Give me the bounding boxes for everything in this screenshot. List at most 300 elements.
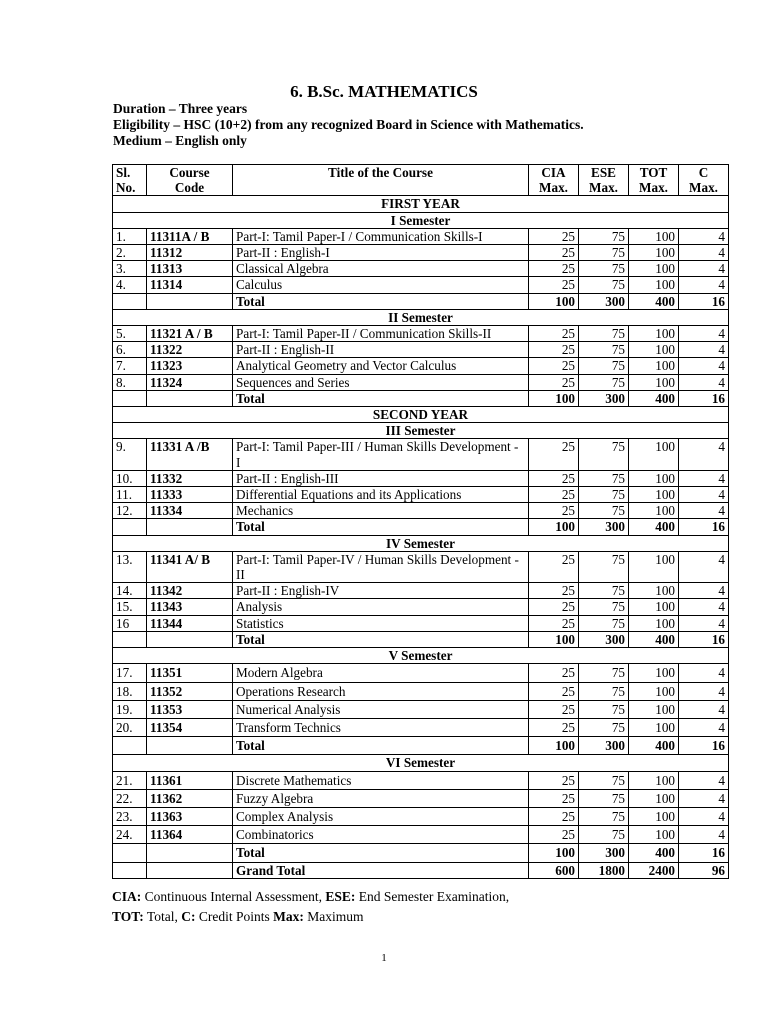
legend-ese-text: End Semester Examination, <box>355 889 510 904</box>
table-row <box>113 228 729 244</box>
cell-cia: 25 <box>529 470 579 486</box>
cell-cia: 25 <box>529 358 579 374</box>
cell-grand-total-label: Grand Total <box>233 862 529 878</box>
program-meta <box>113 101 584 149</box>
cell-c: 4 <box>679 700 729 718</box>
cell-total-c: 16 <box>679 844 729 862</box>
cell-grand-total-c: 96 <box>679 862 729 878</box>
total-row <box>113 293 729 309</box>
cell-total-tot: 400 <box>629 844 679 862</box>
cell-sl: 6. <box>113 342 147 358</box>
legend-tot-text: Total, <box>143 909 182 924</box>
legend-footer <box>112 887 509 927</box>
cell-tot: 100 <box>629 245 679 261</box>
cell-code: 11363 <box>147 807 233 825</box>
table-row <box>113 599 729 615</box>
cell-cia: 25 <box>529 503 579 519</box>
cell-code: 11341 A/ B <box>147 551 233 582</box>
table-row <box>113 374 729 390</box>
cell-sl: 7. <box>113 358 147 374</box>
total-row <box>113 631 729 647</box>
cell-sl: 14. <box>113 583 147 599</box>
semester-heading: II Semester <box>113 309 729 325</box>
cell-ese: 75 <box>579 551 629 582</box>
cell-sl: 12. <box>113 503 147 519</box>
header-sl-line1: Sl. <box>116 165 131 180</box>
header-code-line2: Code <box>174 180 205 196</box>
cell-c: 4 <box>679 228 729 244</box>
table-row <box>113 503 729 519</box>
cell-c: 4 <box>679 374 729 390</box>
semester-heading: III Semester <box>113 423 729 439</box>
cell-cia: 25 <box>529 664 579 682</box>
legend-line-1 <box>112 887 509 907</box>
cell-tot: 100 <box>629 807 679 825</box>
table-row <box>113 439 729 470</box>
cell-c: 4 <box>679 245 729 261</box>
cell-ese: 75 <box>579 664 629 682</box>
cell-title: Part-II : English-I <box>233 245 529 261</box>
header-code-line1: Course <box>169 165 210 180</box>
cell-c: 4 <box>679 470 729 486</box>
cell-title: Part-I: Tamil Paper-IV / Human Skills Development - II <box>233 551 529 582</box>
cell-tot: 100 <box>629 789 679 807</box>
total-row <box>113 519 729 535</box>
cell-title: Part-I: Tamil Paper-I / Communication Skills-I <box>233 228 529 244</box>
table-row <box>113 487 729 503</box>
cell-cia: 25 <box>529 374 579 390</box>
cell-code-empty <box>147 390 233 406</box>
cell-code: 11343 <box>147 599 233 615</box>
cell-code: 11331 A /B <box>147 439 233 470</box>
cell-ese: 75 <box>579 374 629 390</box>
cell-title: Numerical Analysis <box>233 700 529 718</box>
cell-total-ese: 300 <box>579 737 629 755</box>
cell-code: 11353 <box>147 700 233 718</box>
cell-total-ese: 300 <box>579 844 629 862</box>
cell-ese: 75 <box>579 789 629 807</box>
cell-ese: 75 <box>579 826 629 844</box>
cell-title: Sequences and Series <box>233 374 529 390</box>
medium-line: Medium – English only <box>113 133 247 148</box>
table-row <box>113 551 729 582</box>
cell-title: Modern Algebra <box>233 664 529 682</box>
cell-title: Combinatorics <box>233 826 529 844</box>
cell-tot: 100 <box>629 503 679 519</box>
cell-total-label: Total <box>233 844 529 862</box>
cell-sl: 13. <box>113 551 147 582</box>
header-ese-line2: Max. <box>589 180 618 196</box>
cell-code: 11361 <box>147 771 233 789</box>
cell-ese: 75 <box>579 358 629 374</box>
cell-code: 11354 <box>147 718 233 736</box>
table-row <box>113 700 729 718</box>
cell-ese: 75 <box>579 487 629 503</box>
cell-c: 4 <box>679 807 729 825</box>
cell-sl: 8. <box>113 374 147 390</box>
cell-cia: 25 <box>529 718 579 736</box>
cell-sl-empty <box>113 862 147 878</box>
cell-c: 4 <box>679 583 729 599</box>
header-ese <box>579 165 629 196</box>
cell-sl: 10. <box>113 470 147 486</box>
cell-tot: 100 <box>629 374 679 390</box>
cell-title: Statistics <box>233 615 529 631</box>
cell-title: Part-II : English-IV <box>233 583 529 599</box>
cell-cia: 25 <box>529 807 579 825</box>
cell-cia: 25 <box>529 326 579 342</box>
header-sl-line2: No. <box>116 180 136 196</box>
cell-c: 4 <box>679 277 729 293</box>
cell-cia: 25 <box>529 228 579 244</box>
cell-code: 11324 <box>147 374 233 390</box>
cell-ese: 75 <box>579 700 629 718</box>
cell-code-empty <box>147 844 233 862</box>
cell-cia: 25 <box>529 487 579 503</box>
legend-max-abbr: Max: <box>273 909 304 924</box>
table-row <box>113 277 729 293</box>
cell-sl: 3. <box>113 261 147 277</box>
table-row <box>113 326 729 342</box>
semester-heading-row <box>113 212 729 228</box>
legend-ese-abbr: ESE: <box>325 889 356 904</box>
cell-total-cia: 100 <box>529 293 579 309</box>
cell-cia: 25 <box>529 342 579 358</box>
cell-cia: 25 <box>529 439 579 470</box>
cell-total-ese: 300 <box>579 293 629 309</box>
cell-sl-empty <box>113 390 147 406</box>
header-cia <box>529 165 579 196</box>
cell-sl-empty <box>113 293 147 309</box>
cell-tot: 100 <box>629 771 679 789</box>
cell-sl: 5. <box>113 326 147 342</box>
table-row <box>113 342 729 358</box>
cell-tot: 100 <box>629 682 679 700</box>
cell-total-c: 16 <box>679 631 729 647</box>
cell-tot: 100 <box>629 358 679 374</box>
cell-title: Analysis <box>233 599 529 615</box>
cell-ese: 75 <box>579 245 629 261</box>
cell-tot: 100 <box>629 326 679 342</box>
header-c <box>679 165 729 196</box>
cell-c: 4 <box>679 551 729 582</box>
header-tot <box>629 165 679 196</box>
cell-code: 11344 <box>147 615 233 631</box>
cell-title: Discrete Mathematics <box>233 771 529 789</box>
cell-tot: 100 <box>629 439 679 470</box>
cell-tot: 100 <box>629 700 679 718</box>
table-row <box>113 358 729 374</box>
header-tot-line1: TOT <box>639 165 668 180</box>
cell-tot: 100 <box>629 664 679 682</box>
cell-title: Mechanics <box>233 503 529 519</box>
total-row <box>113 844 729 862</box>
semester-heading: VI Semester <box>113 755 729 771</box>
semester-heading: IV Semester <box>113 535 729 551</box>
cell-total-cia: 100 <box>529 390 579 406</box>
cell-c: 4 <box>679 503 729 519</box>
cell-cia: 25 <box>529 277 579 293</box>
cell-code-empty <box>147 862 233 878</box>
cell-code: 11351 <box>147 664 233 682</box>
cell-code: 11314 <box>147 277 233 293</box>
cell-ese: 75 <box>579 439 629 470</box>
cell-title: Calculus <box>233 277 529 293</box>
header-c-line2: Max. <box>689 180 718 196</box>
cell-ese: 75 <box>579 326 629 342</box>
semester-heading-row <box>113 423 729 439</box>
table-row <box>113 470 729 486</box>
cell-ese: 75 <box>579 503 629 519</box>
cell-tot: 100 <box>629 228 679 244</box>
cell-ese: 75 <box>579 682 629 700</box>
cell-code: 11334 <box>147 503 233 519</box>
cell-c: 4 <box>679 261 729 277</box>
cell-sl: 17. <box>113 664 147 682</box>
semester-heading-row <box>113 535 729 551</box>
table-row <box>113 718 729 736</box>
cell-cia: 25 <box>529 826 579 844</box>
table-row <box>113 583 729 599</box>
cell-code: 11322 <box>147 342 233 358</box>
cell-code: 11323 <box>147 358 233 374</box>
cell-tot: 100 <box>629 826 679 844</box>
total-row <box>113 737 729 755</box>
cell-ese: 75 <box>579 228 629 244</box>
header-c-line1: C <box>698 165 709 180</box>
semester-heading: V Semester <box>113 648 729 664</box>
header-code <box>147 165 233 196</box>
table-row <box>113 245 729 261</box>
legend-cia-abbr: CIA: <box>112 889 142 904</box>
semester-heading-row <box>113 309 729 325</box>
cell-grand-total-cia: 600 <box>529 862 579 878</box>
cell-title: Classical Algebra <box>233 261 529 277</box>
cell-c: 4 <box>679 826 729 844</box>
cell-c: 4 <box>679 615 729 631</box>
legend-c-abbr: C: <box>181 909 196 924</box>
cell-total-label: Total <box>233 390 529 406</box>
cell-cia: 25 <box>529 599 579 615</box>
header-sl <box>113 165 147 196</box>
cell-c: 4 <box>679 342 729 358</box>
legend-cia-text: Continuous Internal Assessment, <box>141 889 326 904</box>
cell-sl-empty <box>113 737 147 755</box>
cell-ese: 75 <box>579 261 629 277</box>
cell-tot: 100 <box>629 487 679 503</box>
cell-sl: 23. <box>113 807 147 825</box>
cell-title: Operations Research <box>233 682 529 700</box>
cell-code: 11312 <box>147 245 233 261</box>
cell-ese: 75 <box>579 277 629 293</box>
table-row <box>113 615 729 631</box>
cell-cia: 25 <box>529 261 579 277</box>
cell-total-c: 16 <box>679 293 729 309</box>
cell-ese: 75 <box>579 470 629 486</box>
cell-code: 11313 <box>147 261 233 277</box>
cell-cia: 25 <box>529 245 579 261</box>
table-body <box>113 196 729 878</box>
cell-ese: 75 <box>579 807 629 825</box>
cell-c: 4 <box>679 358 729 374</box>
cell-total-tot: 400 <box>629 631 679 647</box>
table-row <box>113 789 729 807</box>
table-row <box>113 826 729 844</box>
cell-code: 11332 <box>147 470 233 486</box>
cell-cia: 25 <box>529 583 579 599</box>
cell-sl: 4. <box>113 277 147 293</box>
header-cia-line2: Max. <box>539 180 568 196</box>
cell-c: 4 <box>679 789 729 807</box>
cell-code-empty <box>147 737 233 755</box>
cell-total-tot: 400 <box>629 737 679 755</box>
cell-code: 11311A / B <box>147 228 233 244</box>
header-ese-line1: ESE <box>591 165 616 180</box>
cell-code-empty <box>147 519 233 535</box>
cell-total-c: 16 <box>679 390 729 406</box>
cell-total-tot: 400 <box>629 293 679 309</box>
cell-title: Part-II : English-III <box>233 470 529 486</box>
cell-total-cia: 100 <box>529 519 579 535</box>
table-row <box>113 807 729 825</box>
cell-c: 4 <box>679 487 729 503</box>
cell-sl: 19. <box>113 700 147 718</box>
cell-code: 11364 <box>147 826 233 844</box>
legend-line-2 <box>112 907 509 927</box>
cell-code: 11352 <box>147 682 233 700</box>
cell-total-c: 16 <box>679 519 729 535</box>
cell-title: Analytical Geometry and Vector Calculus <box>233 358 529 374</box>
table-row <box>113 261 729 277</box>
cell-c: 4 <box>679 439 729 470</box>
legend-tot-abbr: TOT: <box>112 909 144 924</box>
cell-total-cia: 100 <box>529 844 579 862</box>
year-heading-second: SECOND YEAR <box>113 407 729 423</box>
cell-cia: 25 <box>529 789 579 807</box>
cell-tot: 100 <box>629 342 679 358</box>
cell-tot: 100 <box>629 551 679 582</box>
cell-tot: 100 <box>629 599 679 615</box>
total-row <box>113 390 729 406</box>
cell-total-label: Total <box>233 737 529 755</box>
cell-total-label: Total <box>233 519 529 535</box>
header-cia-line1: CIA <box>541 165 566 180</box>
cell-grand-total-tot: 2400 <box>629 862 679 878</box>
semester-heading: I Semester <box>113 212 729 228</box>
cell-ese: 75 <box>579 342 629 358</box>
cell-c: 4 <box>679 771 729 789</box>
cell-total-tot: 400 <box>629 390 679 406</box>
cell-total-tot: 400 <box>629 519 679 535</box>
cell-title: Part-I: Tamil Paper-II / Communication Skills-II <box>233 326 529 342</box>
cell-cia: 25 <box>529 615 579 631</box>
cell-sl: 11. <box>113 487 147 503</box>
cell-code: 11333 <box>147 487 233 503</box>
cell-sl: 16 <box>113 615 147 631</box>
grand-total-row <box>113 862 729 878</box>
legend-c-text: Credit Points <box>195 909 274 924</box>
cell-title: Transform Technics <box>233 718 529 736</box>
cell-tot: 100 <box>629 615 679 631</box>
cell-ese: 75 <box>579 599 629 615</box>
cell-total-cia: 100 <box>529 631 579 647</box>
cell-total-c: 16 <box>679 737 729 755</box>
cell-sl: 20. <box>113 718 147 736</box>
cell-code: 11321 A / B <box>147 326 233 342</box>
cell-cia: 25 <box>529 771 579 789</box>
table-row <box>113 682 729 700</box>
cell-ese: 75 <box>579 718 629 736</box>
year-heading-second-row <box>113 407 729 423</box>
cell-c: 4 <box>679 664 729 682</box>
header-title: Title of the Course <box>233 165 529 196</box>
cell-sl: 24. <box>113 826 147 844</box>
table-row <box>113 664 729 682</box>
header-tot-line2: Max. <box>639 180 668 196</box>
table-header <box>113 165 729 196</box>
cell-code: 11362 <box>147 789 233 807</box>
cell-ese: 75 <box>579 583 629 599</box>
cell-title: Part-II : English-II <box>233 342 529 358</box>
cell-sl: 22. <box>113 789 147 807</box>
cell-sl: 21. <box>113 771 147 789</box>
cell-cia: 25 <box>529 682 579 700</box>
cell-sl: 1. <box>113 228 147 244</box>
cell-tot: 100 <box>629 583 679 599</box>
cell-total-cia: 100 <box>529 737 579 755</box>
cell-tot: 100 <box>629 470 679 486</box>
cell-ese: 75 <box>579 615 629 631</box>
cell-total-label: Total <box>233 631 529 647</box>
cell-tot: 100 <box>629 261 679 277</box>
cell-title: Differential Equations and its Applications <box>233 487 529 503</box>
eligibility-line: Eligibility – HSC (10+2) from any recognized Board in Science with Mathematics. <box>113 117 584 132</box>
course-table <box>112 164 729 879</box>
cell-c: 4 <box>679 599 729 615</box>
cell-total-label: Total <box>233 293 529 309</box>
duration-line: Duration – Three years <box>113 101 248 116</box>
cell-code-empty <box>147 293 233 309</box>
cell-cia: 25 <box>529 551 579 582</box>
cell-sl: 15. <box>113 599 147 615</box>
cell-sl: 18. <box>113 682 147 700</box>
cell-sl-empty <box>113 631 147 647</box>
cell-sl: 9. <box>113 439 147 470</box>
cell-c: 4 <box>679 718 729 736</box>
cell-tot: 100 <box>629 718 679 736</box>
cell-c: 4 <box>679 326 729 342</box>
cell-total-ese: 300 <box>579 519 629 535</box>
cell-total-ese: 300 <box>579 631 629 647</box>
cell-title: Fuzzy Algebra <box>233 789 529 807</box>
cell-c: 4 <box>679 682 729 700</box>
cell-sl: 2. <box>113 245 147 261</box>
cell-code-empty <box>147 631 233 647</box>
cell-sl-empty <box>113 844 147 862</box>
page-title: 6. B.Sc. MATHEMATICS <box>290 82 478 101</box>
cell-sl-empty <box>113 519 147 535</box>
cell-grand-total-ese: 1800 <box>579 862 629 878</box>
semester-heading-row <box>113 755 729 771</box>
header-row <box>113 165 729 196</box>
cell-title: Complex Analysis <box>233 807 529 825</box>
page-number: 1 <box>381 952 387 964</box>
legend-max-text: Maximum <box>303 909 364 924</box>
cell-tot: 100 <box>629 277 679 293</box>
year-heading-first: FIRST YEAR <box>113 196 729 212</box>
semester-heading-row <box>113 648 729 664</box>
cell-cia: 25 <box>529 700 579 718</box>
